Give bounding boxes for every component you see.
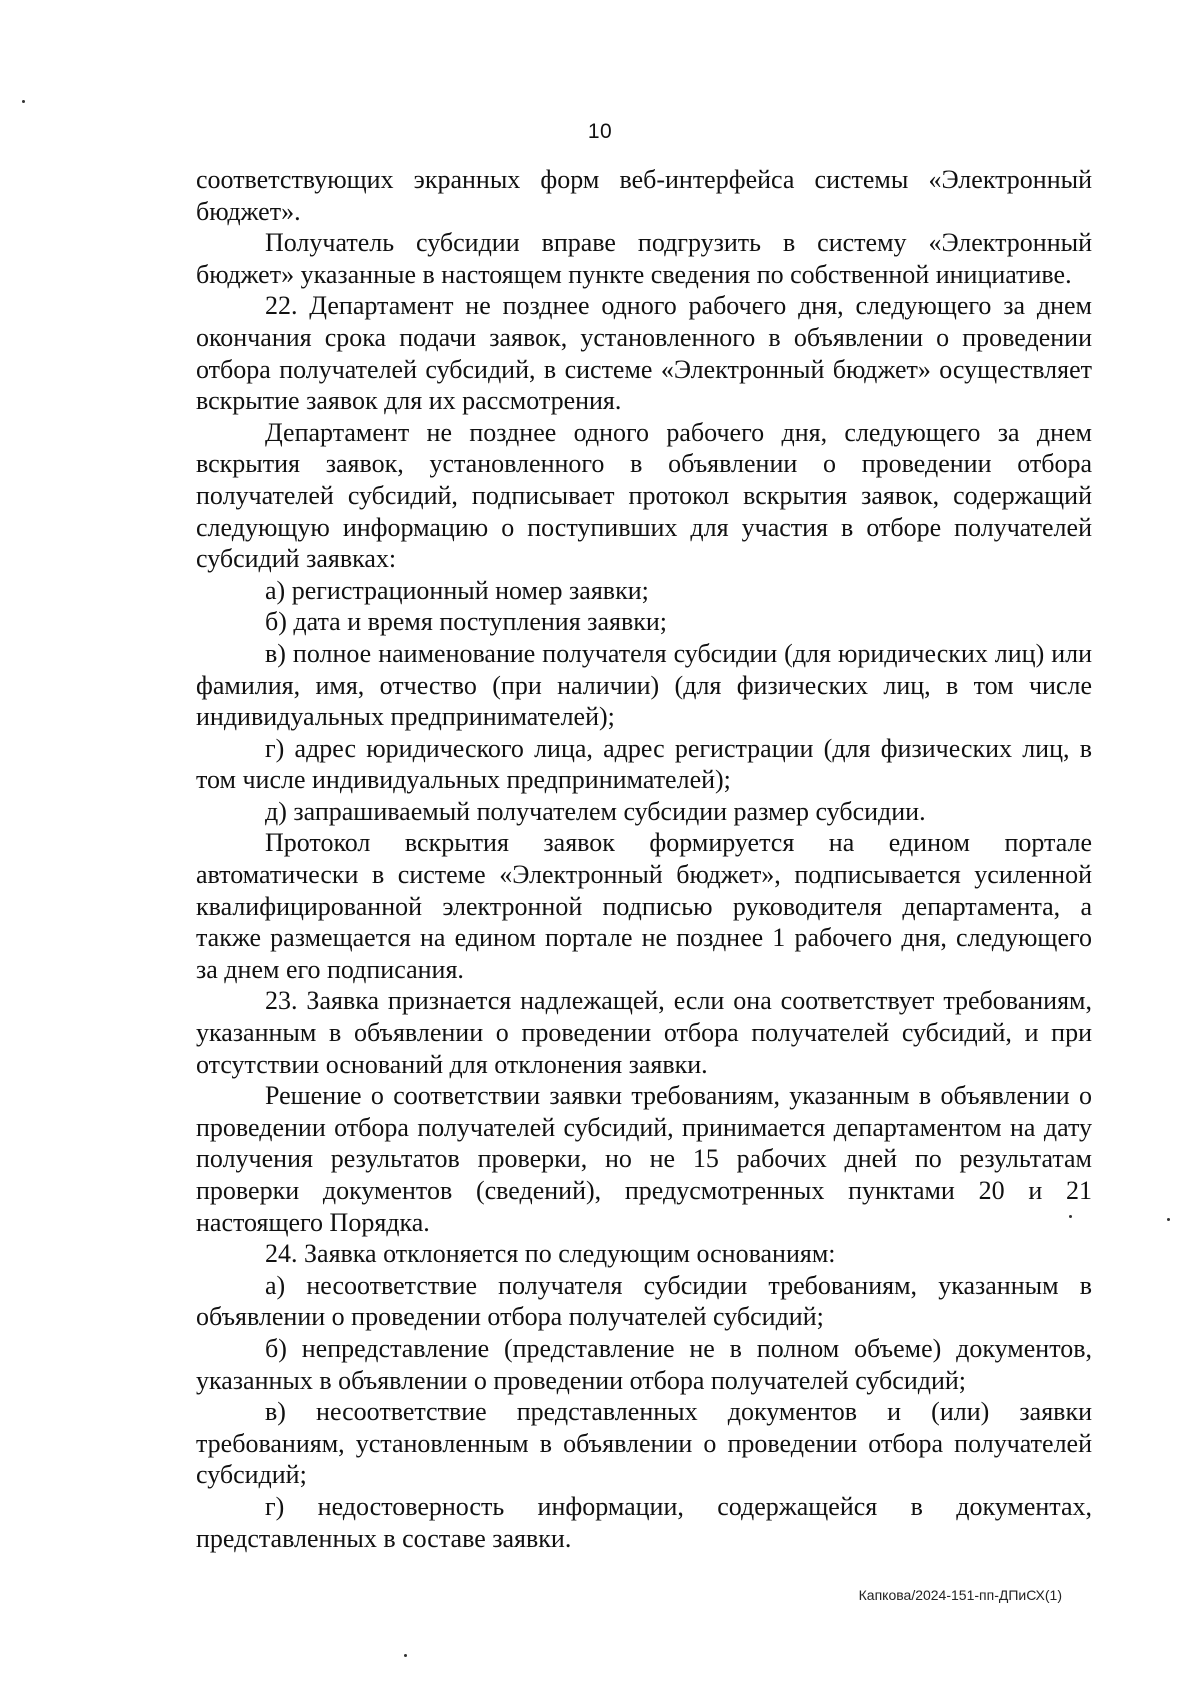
document-footer-code: Капкова/2024-151-пп-ДПиСХ(1): [858, 1587, 1062, 1603]
paragraph-item-22: 22. Департамент не позднее одного рабочего дня, следующего за днем окончания срока подачи заявок, установленного в объявлении о проведении отбора получателей субсидий, в системе «Электронный бюджет» осуществляет вскрытие заявок для их рассмотрения.: [196, 291, 1092, 416]
list-item: в) несоответствие представленных документов и (или) заявки требованиям, установленным в объявлении о проведении отбора получателей субсидий;: [196, 1397, 1092, 1490]
scan-speck: [1167, 1218, 1170, 1221]
list-item: в) полное наименование получателя субсидии (для юридических лиц) или фамилия, имя, отчество (при наличии) (для физических лиц, в том числе индивидуальных предпринимателей);: [196, 638, 1092, 732]
scan-speck: [404, 1654, 407, 1657]
paragraph-item-24: 24. Заявка отклоняется по следующим основаниям:: [265, 1239, 836, 1269]
list-item: б) непредставление (представление не в полном объеме) документов, указанных в объявлении о проведении отбора получателей субсидий;: [196, 1333, 1092, 1395]
paragraph: Получатель субсидии вправе подгрузить в систему «Электронный бюджет» указанные в настоящем пункте сведения по собственной инициативе.: [196, 228, 1092, 289]
paragraph: соответствующих экранных форм веб-интерфейса системы «Электронный бюджет».: [196, 165, 1092, 226]
paragraph: Решение о соответствии заявки требованиям, указанным в объявлении о проведении отбора получателей субсидий, принимается департаментом на дату получения результатов проверки, но не 15 рабочих дней по результатам проверки документов (сведений), предусмотренных пунктами 20 и 21 настоящего Порядка.: [196, 1081, 1092, 1237]
list-item: г) недостоверность информации, содержащейся в документах, представленных в составе заявки.: [196, 1491, 1092, 1553]
paragraph: Департамент не позднее одного рабочего дня, следующего за днем вскрытия заявок, установленного в объявлении о проведении отбора получателей субсидий, подписывает протокол вскрытия заявок, содержащий следующую информацию о поступивших для участия в отборе получателей субсидий заявках:: [196, 417, 1092, 574]
page-number: 10: [587, 120, 613, 143]
list-item: д) запрашиваемый получателем субсидии размер субсидии.: [265, 796, 926, 826]
paragraph: Протокол вскрытия заявок формируется на едином портале автоматически в системе «Электронный бюджет», подписывается усиленной квалифицированной электронной подписью руководителя департамента, а также размещается на едином портале не позднее 1 рабочего дня, следующего за днем его подписания.: [196, 828, 1092, 984]
list-item: а) регистрационный номер заявки;: [265, 575, 649, 605]
scan-speck: [22, 100, 25, 103]
document-body: [196, 164, 1092, 1554]
list-item: а) несоответствие получателя субсидии требованиям, указанным в объявлении о проведении отбора получателей субсидий;: [196, 1270, 1092, 1332]
scan-speck: [1069, 1215, 1072, 1218]
paragraph-item-23: 23. Заявка признается надлежащей, если она соответствует требованиям, указанным в объявлении о проведении отбора получателей субсидий, и при отсутствии оснований для отклонения заявки.: [196, 986, 1092, 1079]
list-item: г) адрес юридического лица, адрес регистрации (для физических лиц, в том числе индивидуальных предпринимателей);: [196, 733, 1092, 795]
list-item: б) дата и время поступления заявки;: [265, 607, 667, 637]
